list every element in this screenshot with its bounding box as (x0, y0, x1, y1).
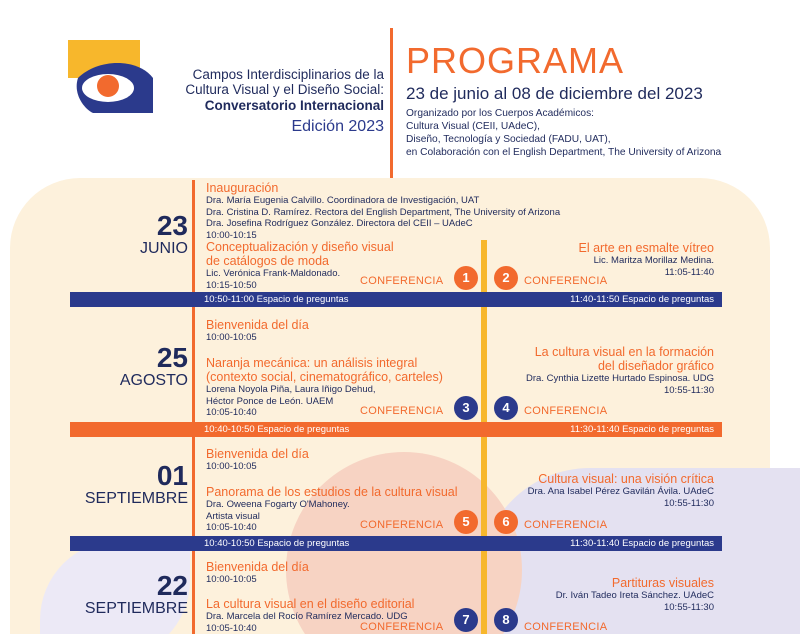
talk-speaker: Lic. Maritza Morillaz Medina. (593, 255, 714, 266)
opening-person: Dra. Cristina D. Ramírez. Rectora del English Department, The University of Arizona (206, 206, 561, 218)
talk-speaker: Dra. Oweena Fogarty O'Mahoney. (206, 499, 350, 510)
conference-number-badge: 3 (454, 396, 478, 420)
day-number: 01 (156, 460, 188, 491)
event-subtitle: Conversatorio Internacional (204, 98, 384, 113)
organizers-line: en Colaboración con el English Department, The University of Arizona (406, 147, 722, 158)
conference-number-badge: 8 (494, 608, 518, 632)
talk-time: 11:05-11:40 (664, 266, 714, 278)
organizers (406, 107, 796, 159)
questions-left: 10:40-10:50 Espacio de preguntas (204, 424, 350, 435)
questions-bar (70, 536, 722, 551)
questions-left: 10:50-11:00 Espacio de preguntas (204, 294, 349, 305)
conference-label: CONFERENCIA (360, 519, 444, 531)
talk-title: Cultura visual: una visión crítica (538, 472, 714, 486)
opening-person: Dra. María Eugenia Calvillo. Coordinadora de Investigación, UAT (206, 195, 480, 206)
talk-title: Partituras visuales (611, 576, 714, 590)
program-dates: 23 de junio al 08 de diciembre del 2023 (406, 84, 703, 103)
event-logo-icon (58, 38, 158, 138)
opening-title: Inauguración (206, 181, 279, 195)
questions-bar (70, 422, 722, 437)
welcome-time: 10:00-10:05 (206, 332, 257, 343)
questions-bar (70, 292, 722, 307)
welcome-title: Bienvenida del día (206, 318, 309, 332)
day-month: JUNIO (140, 240, 188, 257)
talk-time: 10:55-11:30 (663, 384, 714, 396)
talk-right (556, 576, 714, 613)
welcome-title: Bienvenida del día (206, 560, 309, 574)
day-month: AGOSTO (119, 372, 188, 389)
conference-label: CONFERENCIA (524, 405, 608, 417)
organizers-line: Cultura Visual (CEII, UAdeC), (406, 121, 540, 132)
talk-title: La cultura visual en el diseño editorial (206, 597, 415, 611)
talk-title: Conceptualización y diseño visual (206, 240, 394, 254)
event-edition: Edición 2023 (291, 118, 384, 135)
talk-title: El arte en esmalte vítreo (578, 241, 714, 255)
talk-title: La cultura visual en la formación (534, 345, 714, 359)
day-label (85, 462, 188, 508)
talk-speaker: Dra. Ana Isabel Pérez Gavilán Ávila. UAdeC (527, 486, 714, 497)
timeline-left-line (192, 180, 195, 634)
conference-number-badge: 4 (494, 396, 518, 420)
welcome-block (206, 560, 309, 585)
questions-right: 11:40-11:50 Espacio de preguntas (570, 294, 714, 305)
welcome-time: 10:00-10:05 (206, 461, 257, 472)
conference-number-badge: 1 (454, 266, 478, 290)
talk-time: 10:15-10:50 (206, 279, 257, 291)
talk-time: 10:05-10:40 (206, 522, 257, 533)
day-label (140, 212, 188, 258)
day-number: 23 (156, 210, 188, 241)
talk-right (579, 241, 714, 278)
talk-right (526, 345, 714, 396)
questions-right: 11:30-11:40 Espacio de preguntas (570, 424, 714, 435)
talk-time: 10:55-11:30 (663, 497, 714, 509)
conference-label: CONFERENCIA (524, 621, 608, 633)
program-heading: PROGRAMA (406, 40, 625, 81)
conference-number-badge: 6 (494, 510, 518, 534)
organizers-line: Diseño, Tecnología y Sociedad (FADU, UAT), (406, 134, 611, 145)
day-month: SEPTIEMBRE (84, 490, 188, 507)
conference-label: CONFERENCIA (360, 621, 444, 633)
talk-speaker: Artista visual (206, 510, 260, 522)
conference-number-badge: 7 (454, 608, 478, 632)
day-number: 25 (156, 342, 188, 373)
conference-label: CONFERENCIA (524, 519, 608, 531)
header-divider (390, 28, 393, 178)
talk-speaker: Dra. Cynthia Lizette Hurtado Espinosa. UDG (526, 373, 714, 384)
talk-title: de catálogos de moda (206, 254, 330, 268)
talk-time: 10:55-11:30 (663, 601, 714, 613)
talk-title: del diseñador gráfico (597, 359, 714, 373)
welcome-title: Bienvenida del día (206, 447, 309, 461)
talk-speaker: Lic. Verónica Frank-Maldonado. (206, 268, 341, 279)
questions-left: 10:40-10:50 Espacio de preguntas (204, 538, 350, 549)
organizers-line: Organizado por los Cuerpos Académicos: (406, 108, 595, 119)
talk-speaker: Lorena Noyola Piña, Laura Iñigo Dehud, (206, 384, 376, 395)
talk-time: 10:05-10:40 (206, 407, 257, 418)
conference-label: CONFERENCIA (360, 275, 444, 287)
talk-time: 10:05-10:40 (206, 622, 257, 634)
conference-number-badge: 2 (494, 266, 518, 290)
welcome-block (206, 447, 309, 472)
talk-title: Panorama de los estudios de la cultura visual (206, 485, 458, 499)
talk-title: (contexto social, cinematográfico, carteles) (206, 370, 443, 384)
day-month: SEPTIEMBRE (84, 600, 188, 617)
welcome-block (206, 318, 309, 343)
day-number: 22 (156, 570, 188, 601)
opening-time: 10:00-10:15 (206, 229, 257, 241)
welcome-time: 10:00-10:05 (206, 574, 257, 585)
day-label (85, 572, 188, 618)
talk-speaker: Dra. Marcela del Rocío Ramírez Mercado. UDG (206, 611, 408, 622)
questions-right: 11:30-11:40 Espacio de preguntas (570, 538, 714, 549)
talk-title: Naranja mecánica: un análisis integral (206, 356, 418, 370)
event-title: Campos Interdisciplinarios de la Cultura Visual y el Diseño Social: (185, 67, 384, 97)
conference-number-badge: 5 (454, 510, 478, 534)
opening-block (206, 181, 560, 241)
talk-speaker: Héctor Ponce de León. UAEM (206, 395, 334, 407)
conference-label: CONFERENCIA (360, 405, 444, 417)
conference-label: CONFERENCIA (524, 275, 608, 287)
day-label (120, 344, 188, 390)
opening-person: Dra. Josefina Rodríguez González. Directora del CEII – UAdeC (206, 218, 473, 229)
talk-right (528, 472, 714, 509)
talk-speaker: Dr. Iván Tadeo Ireta Sánchez. UAdeC (555, 590, 714, 601)
